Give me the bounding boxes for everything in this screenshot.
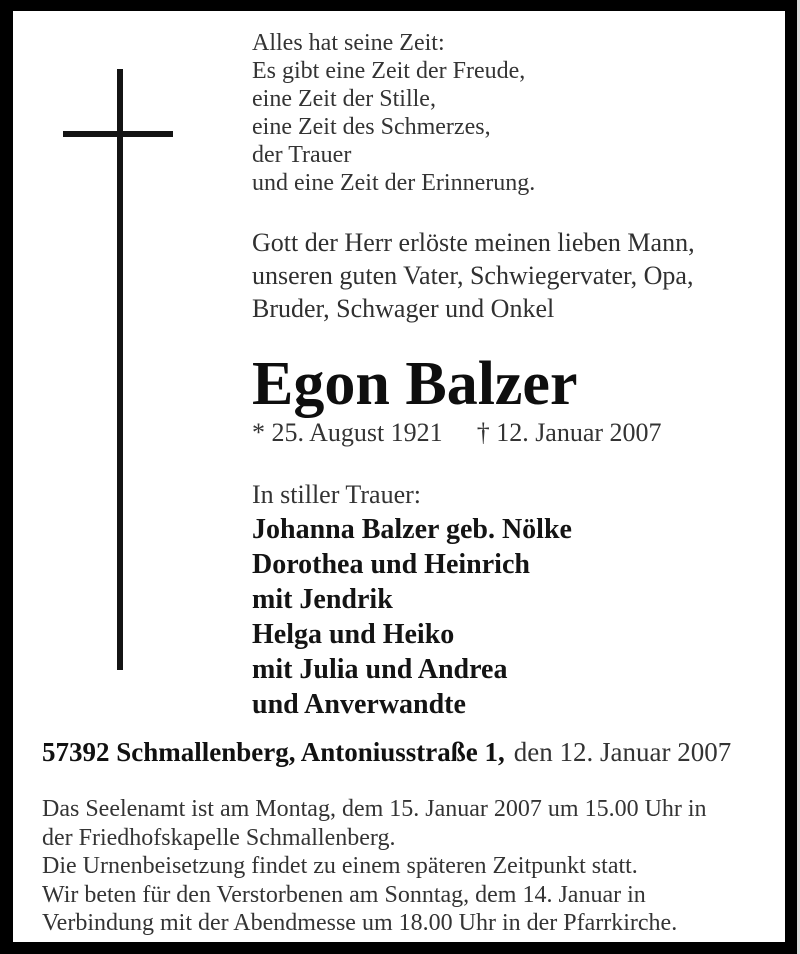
service-info-line: Das Seelenamt ist am Montag, dem 15. Januar 2007 um 15.00 Uhr in: [42, 796, 707, 822]
deceased-name: Egon Balzer: [252, 350, 578, 418]
cross-horizontal-bar: [63, 131, 173, 137]
mourner-name: und Anverwandte: [252, 689, 466, 720]
service-info-line: Wir beten für den Verstorbenen am Sonntag, dem 14. Januar in: [42, 881, 646, 908]
mourner-name: mit Jendrik: [252, 584, 393, 615]
tribute-line: unseren guten Vater, Schwiegervater, Opa,: [252, 261, 694, 290]
service-details-block: [42, 795, 707, 938]
obituary-page: [13, 11, 785, 942]
tribute-line: Gott der Herr erlöste meinen lieben Mann,: [252, 228, 695, 257]
tribute-block: [252, 226, 695, 325]
poem-line: Es gibt eine Zeit der Freude,: [252, 58, 526, 84]
mourner-name: mit Julia und Andrea: [252, 654, 508, 685]
poem-line: der Trauer: [252, 142, 352, 168]
mourner-name: Helga und Heiko: [252, 619, 455, 650]
life-dates: [252, 418, 662, 448]
mourning-block: [252, 477, 572, 722]
death-date: † 12. Januar 2007: [476, 418, 662, 447]
notice-date: den 12. Januar 2007: [513, 737, 732, 767]
mourner-name: Johanna Balzer geb. Nölke: [252, 514, 572, 545]
mourning-intro: In stiller Trauer:: [252, 480, 421, 509]
address-location: 57392 Schmallenberg, Antoniusstraße 1,: [42, 737, 505, 767]
service-info-line: Die Urnenbeisetzung findet zu einem späteren Zeitpunkt statt.: [42, 853, 638, 879]
cross-vertical-bar: [117, 69, 123, 670]
mourner-name: Dorothea und Heinrich: [252, 549, 530, 580]
poem-line: eine Zeit der Stille,: [252, 86, 436, 112]
poem-line: eine Zeit des Schmerzes,: [252, 114, 491, 140]
poem-line: Alles hat seine Zeit:: [252, 30, 445, 56]
cross-icon: [63, 69, 173, 670]
poem-block: [252, 29, 535, 197]
service-info-line: der Friedhofskapelle Schmallenberg.: [42, 824, 396, 851]
service-info-line: Verbindung mit der Abendmesse um 18.00 Uhr in der Pfarrkirche.: [42, 910, 678, 936]
tribute-line: Bruder, Schwager und Onkel: [252, 294, 555, 323]
birth-date: * 25. August 1921: [252, 418, 443, 447]
poem-line: und eine Zeit der Erinnerung.: [252, 170, 536, 196]
address-line: [42, 737, 731, 768]
